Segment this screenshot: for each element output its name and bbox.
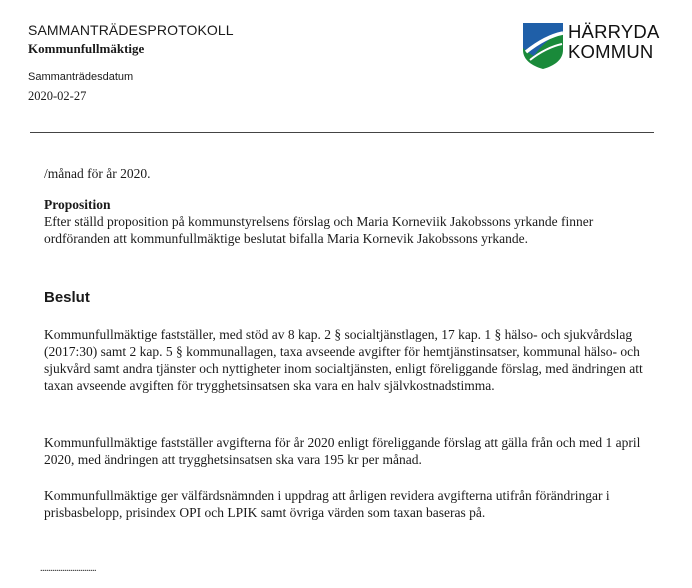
beslut-paragraph-1: Kommunfullmäktige fastställer, med stöd av 8 kap. 2 § socialtjänstlagen, 17 kap. 1 § hälso- och sjukvårdslag (2017:30) samt 2 kap. 5 § kommunallagen, taxa avseende avgifter för hemtjänstinsatser, kommunal hälso- och sjukvård samt andra tjänster och nyttigheter inom socialtjänsten, enligt föreliggande förslag, med ändringen att taxan avseende avgiften för trygghetsinsatsen ska vara en halv självkostnadstimma. bbox=[44, 327, 643, 393]
body-name: Kommunfullmäktige bbox=[28, 41, 145, 56]
meeting-date: 2020-02-27 bbox=[28, 89, 87, 103]
proposition-text: Efter ställd proposition på kommunstyrelsens förslag och Maria Korneviik Jakobssons yrkande finner ordföranden att kommunfullmäktige beslutat bifalla Maria Kornevik Jakobssons yrkande. bbox=[44, 214, 594, 246]
header-divider bbox=[30, 132, 654, 133]
beslut-paragraph-3: Kommunfullmäktige ger välfärdsnämnden i uppdrag att årligen revidera avgifterna utifrån förändringar i prisbasbelopp, prisindex OPI och LPIK samt övriga värden som taxan baseras på. bbox=[44, 488, 610, 520]
logo-wordmark bbox=[568, 22, 660, 62]
beslut-heading: Beslut bbox=[44, 289, 90, 306]
harryda-coat-of-arms-icon bbox=[522, 22, 564, 70]
document-title: SAMMANTRÄDESPROTOKOLL bbox=[28, 22, 234, 38]
proposition-heading: Proposition bbox=[44, 197, 111, 212]
logo-line-2: KOMMUN bbox=[568, 41, 654, 62]
meeting-date-label: Sammanträdesdatum bbox=[28, 71, 134, 83]
logo-line-1: HÄRRYDA bbox=[568, 21, 660, 42]
municipality-logo bbox=[522, 22, 662, 74]
beslut-paragraph-2: Kommunfullmäktige fastställer avgifterna för år 2020 enligt föreliggande förslag att gälla från och med 1 april 2020, med ändringen att trygghetsinsatsen ska vara 195 kr per månad. bbox=[44, 435, 641, 467]
continuation-text: /månad för år 2020. bbox=[44, 166, 151, 181]
footer-dotted-line: ............................ bbox=[40, 563, 96, 574]
